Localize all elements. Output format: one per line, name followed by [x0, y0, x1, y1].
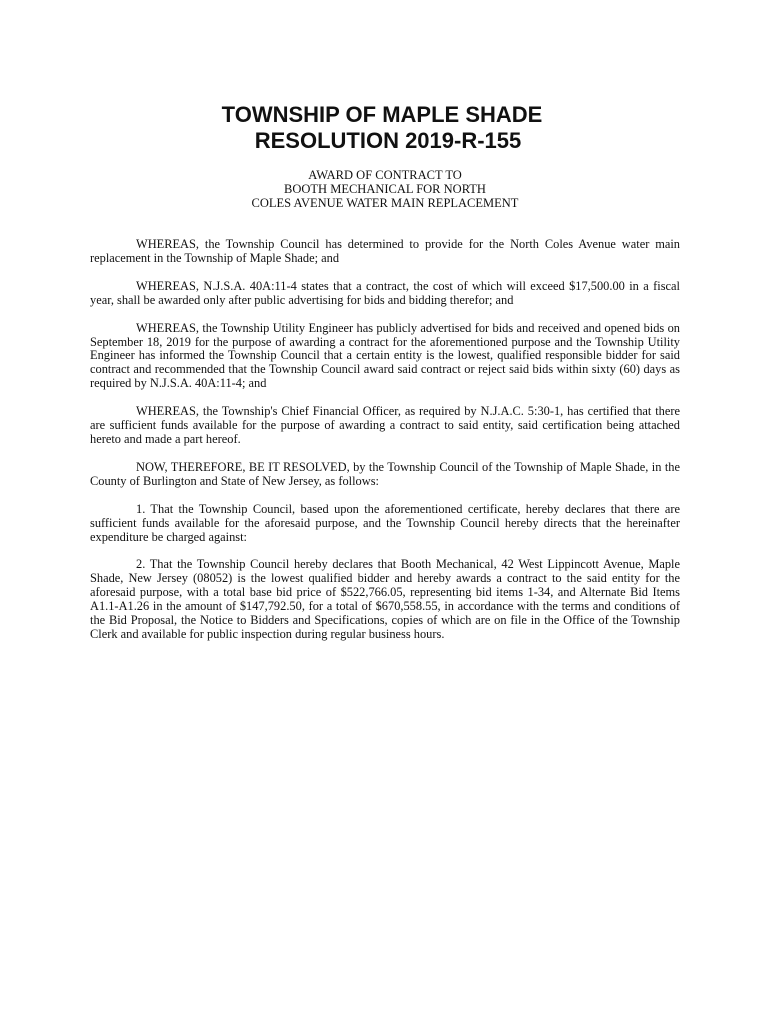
- whereas-paragraph-4: WHEREAS, the Township's Chief Financial Officer, as required by N.J.A.C. 5:30-1, has certified that there are sufficient funds available for the purpose of awarding a contract to said entity, said certification being attached hereto and made a part hereof.: [90, 404, 680, 446]
- resolution-body: [90, 238, 680, 656]
- title-line-resolution: RESOLUTION 2019-R-155: [254, 128, 522, 153]
- resolution-item-2: 2. That the Township Council hereby declares that Booth Mechanical, 42 West Lippincott Avenue, Maple Shade, New Jersey (08052) is the lowest qualified bidder and hereby awards a contract to the said entity for the aforesaid purpose, with a total base bid price of $522,766.05, representing bid items 1-34, and Alternate Bid Items A1.1-A1.26 in the amount of $147,792.50, for a total of $670,558.55, in accordance with the terms and conditions of the Bid Proposal, the Notice to Bidders and Specifications, copies of which are on file in the Office of the Township Clerk and available for public inspection during regular business hours.: [90, 557, 680, 641]
- subtitle-line: AWARD OF CONTRACT TO: [308, 168, 462, 182]
- resolved-paragraph: NOW, THEREFORE, BE IT RESOLVED, by the Township Council of the Township of Maple Shade, in the County of Burlington and State of New Jersey, as follows:: [90, 459, 680, 488]
- whereas-paragraph-2: WHEREAS, N.J.S.A. 40A:11-4 states that a contract, the cost of which will exceed $17,500.00 in a fiscal year, shall be awarded only after public advertising for bids and bidding therefor; and: [90, 278, 680, 307]
- whereas-paragraph-3: WHEREAS, the Township Utility Engineer has publicly advertised for bids and received and opened bids on September 18, 2019 for the purpose of awarding a contract for the aforementioned purpose and the Township Utility Engineer has informed the Township Council that a certain entity is the lowest, qualified responsible bidder for said contract and recommended that the Township Council award said contract or reject said bids within sixty (60) days as required by N.J.S.A. 40A:11-4; and: [90, 320, 680, 391]
- resolution-item-1: 1. That the Township Council, based upon the aforementioned certificate, hereby declares that there are sufficient funds available for the aforesaid purpose, and the Township Council hereby directs that the hereinafter expenditure be charged against:: [90, 501, 680, 544]
- whereas-paragraph-1: WHEREAS, the Township Council has determined to provide for the North Coles Avenue water main replacement in the Township of Maple Shade; and: [90, 237, 680, 265]
- title-line-township: TOWNSHIP OF MAPLE SHADE: [221, 102, 543, 127]
- document-subtitle: [0, 168, 770, 210]
- subtitle-line: COLES AVENUE WATER MAIN REPLACEMENT: [251, 196, 519, 210]
- document-title: [0, 102, 770, 154]
- subtitle-line: BOOTH MECHANICAL FOR NORTH: [284, 182, 486, 196]
